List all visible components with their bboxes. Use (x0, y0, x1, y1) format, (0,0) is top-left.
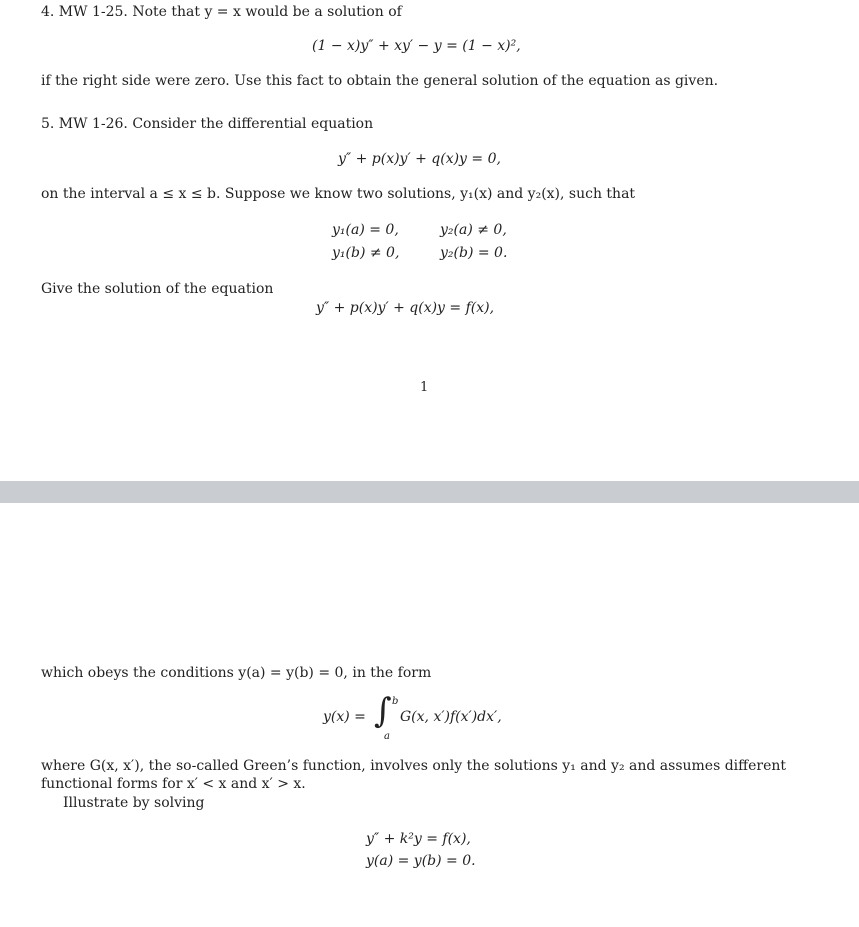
green-formula-rhs: G(x, x′)f(x′)dx′, (400, 709, 502, 725)
greens-function-text-line-2: functional forms for x′ < x and x′ > x. (41, 776, 306, 792)
problem-5-equation-inhomogeneous: y″ + p(x)y′ + q(x)y = f(x), (316, 300, 495, 316)
condition-y2-a: y₂(a) ≠ 0, (440, 222, 507, 238)
give-solution-text: Give the solution of the equation (41, 281, 274, 297)
illustrate-text: Illustrate by solving (63, 795, 205, 811)
green-formula-lhs: y(x) = (323, 709, 366, 725)
problem-5-interval-text: on the interval a ≤ x ≤ b. Suppose we know two solutions, y₁(x) and y₂(x), such that (41, 186, 636, 202)
problem-5-heading: 5. MW 1-26. Consider the differential equation (41, 116, 374, 132)
problem-4-heading: 4. MW 1-25. Note that y = x would be a solution of (41, 4, 402, 20)
page-separator (0, 481, 859, 503)
problem-5-equation-homogeneous: y″ + p(x)y′ + q(x)y = 0, (338, 151, 501, 167)
greens-function-text-line-1: where G(x, x′), the so-called Green’s function, involves only the solutions y₁ and y₂ and assumes different (41, 758, 787, 774)
example-equation: y″ + k²y = f(x), (366, 831, 471, 847)
condition-y1-a: y₁(a) = 0, (332, 222, 399, 238)
condition-y1-b: y₁(b) ≠ 0, (332, 245, 400, 261)
integral-sign: ∫ (374, 691, 392, 731)
page-number: 1 (420, 380, 429, 395)
example-boundary-conditions: y(a) = y(b) = 0. (366, 853, 476, 869)
integral-upper-limit: b (392, 696, 399, 707)
boundary-conditions-text: which obeys the conditions y(a) = y(b) = 0, in the form (41, 665, 432, 681)
page-2 (0, 503, 859, 927)
problem-4-text: if the right side were zero. Use this fact to obtain the general solution of the equation as given. (41, 73, 719, 89)
problem-4-equation: (1 − x)y″ + xy′ − y = (1 − x)², (312, 38, 521, 54)
integral-lower-limit: a (384, 731, 390, 742)
condition-y2-b: y₂(b) = 0. (440, 245, 508, 261)
